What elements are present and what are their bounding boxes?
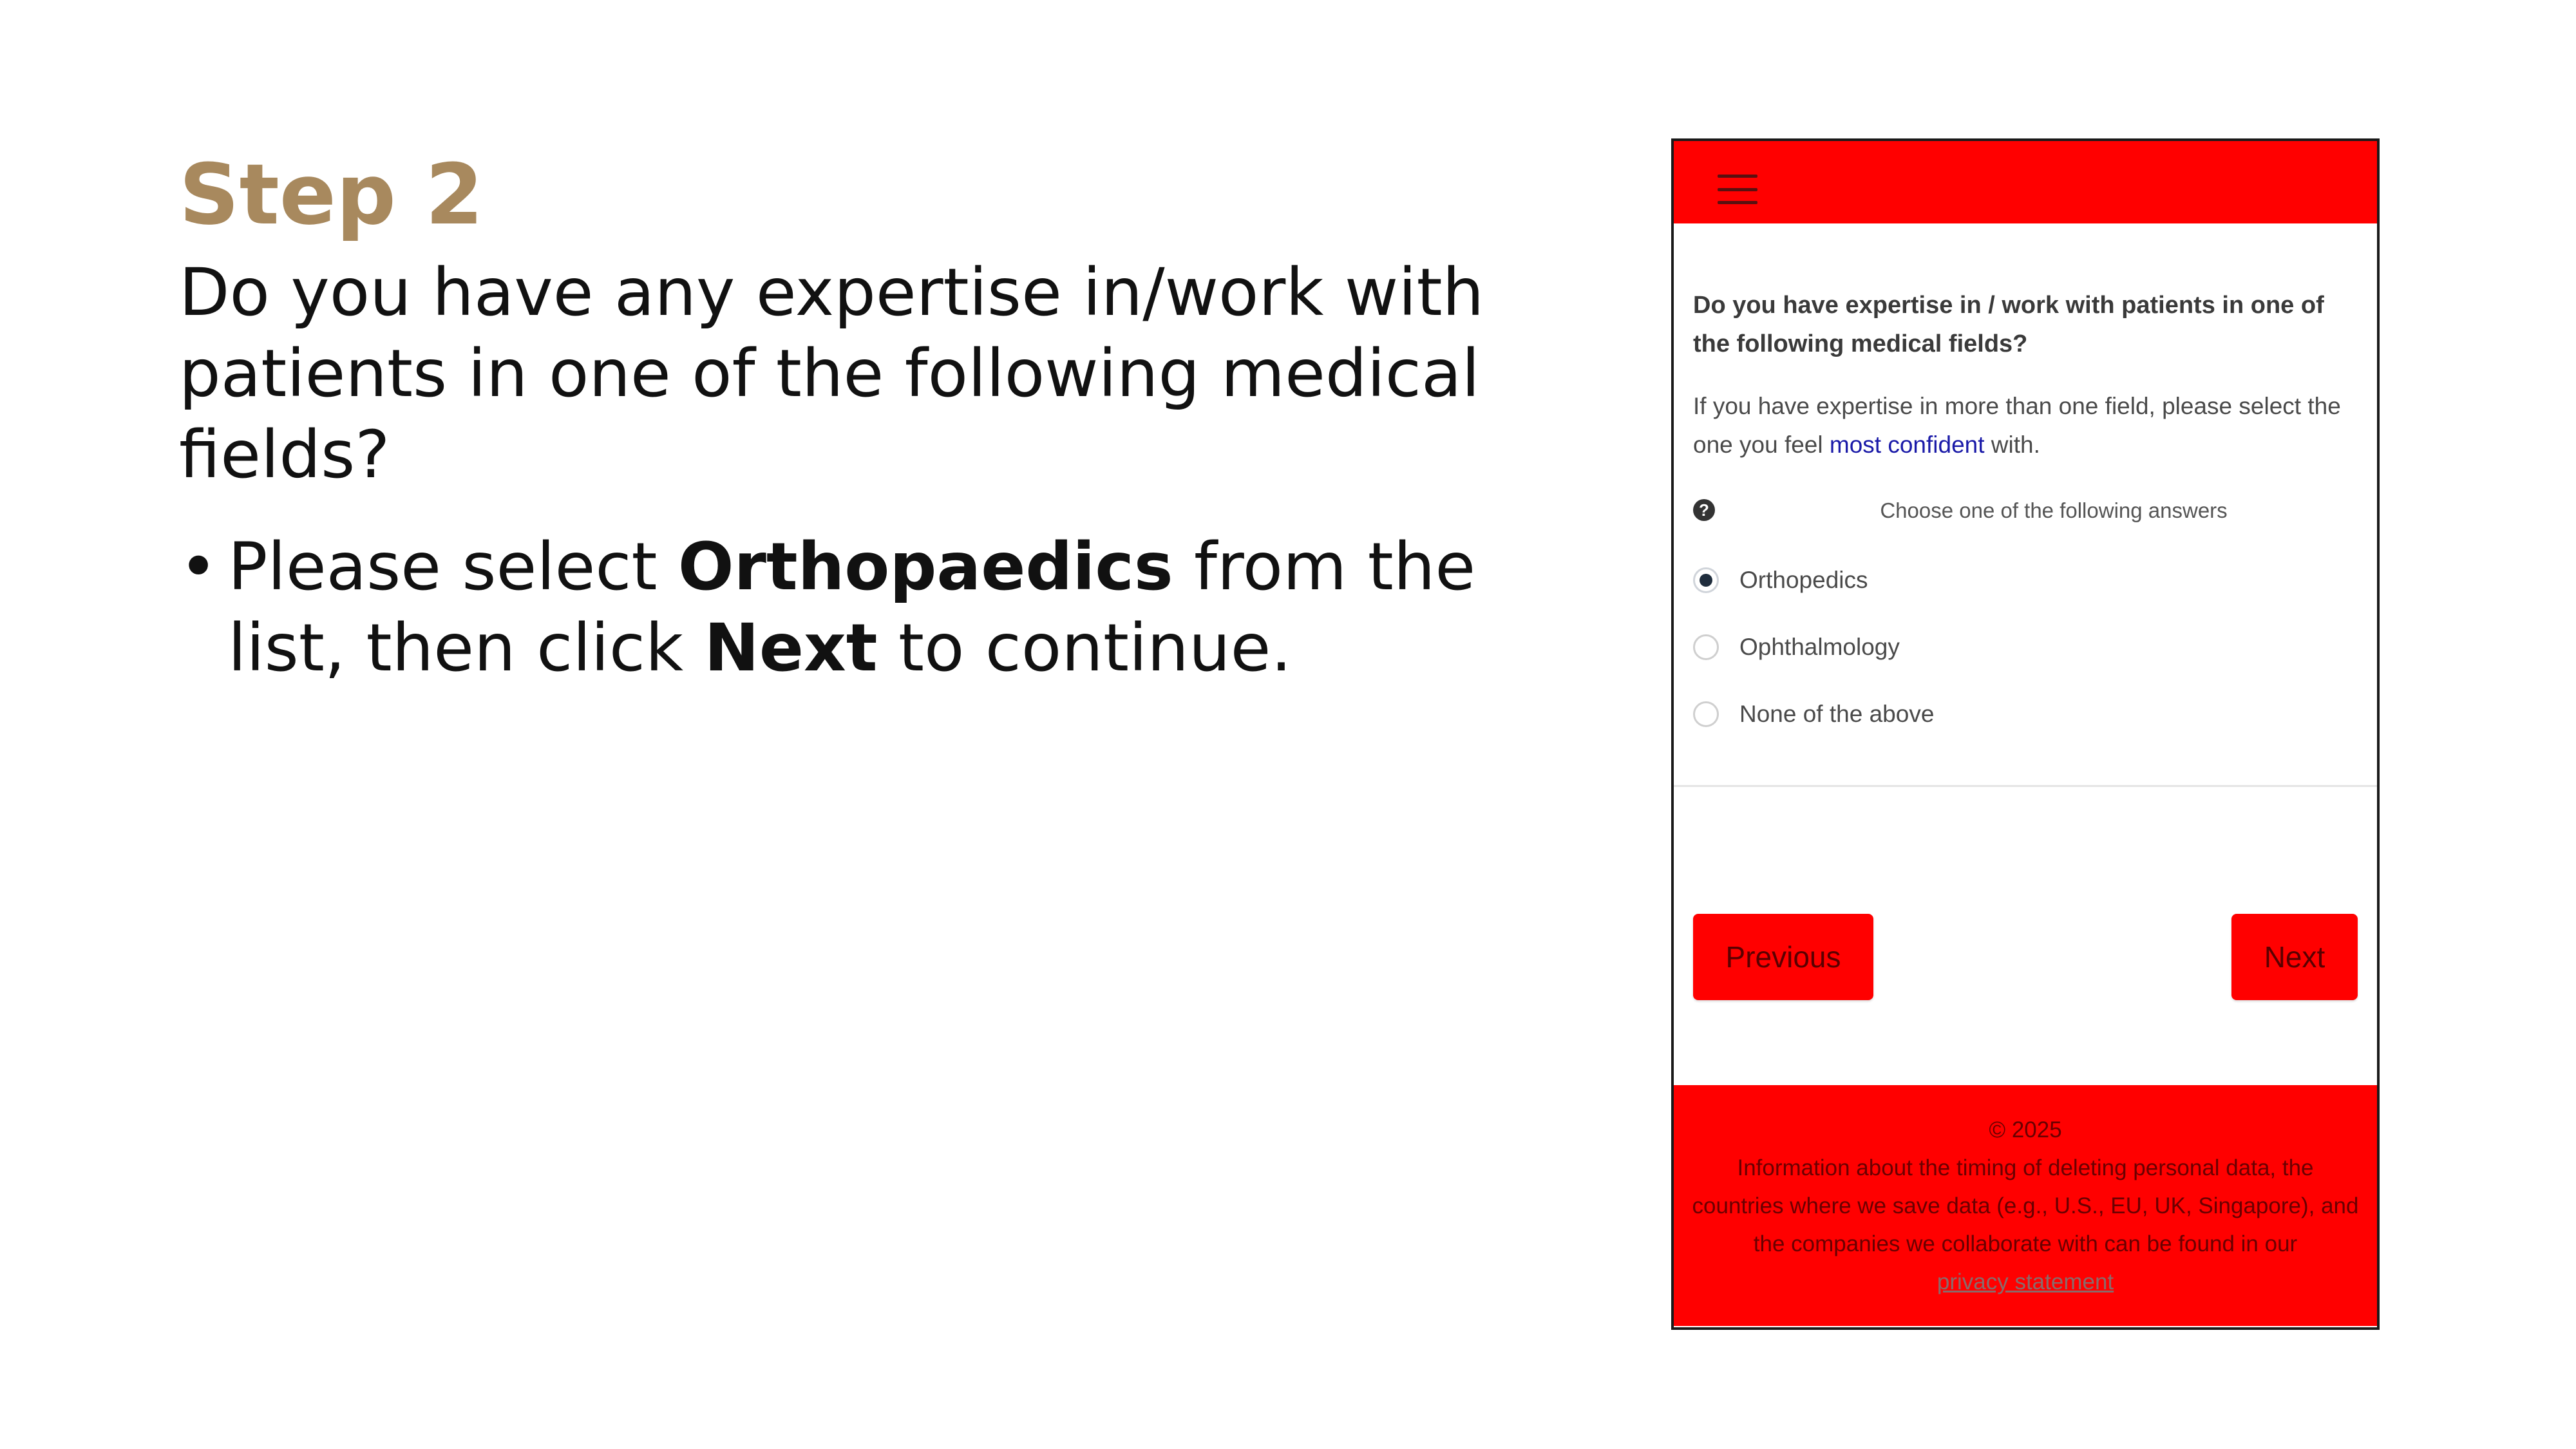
orthopaedics-emphasis: Orthopaedics [677, 529, 1173, 605]
option-label: None of the above [1739, 701, 1935, 727]
slide-question: Do you have any expertise in/work with patients in one of the following medical fields? [179, 254, 1484, 493]
footer-privacy-text: Information about the timing of deleting personal data, the countries where we save data (e.g., U.S., EU, UK, Singapore), and the companies we collaborate with can be found in our [1692, 1155, 2359, 1256]
option-label: Orthopedics [1739, 567, 1868, 593]
option-orthopedics[interactable] [1693, 561, 2208, 600]
hamburger-icon[interactable] [1718, 175, 1757, 204]
radio-selected-icon[interactable] [1693, 567, 1719, 593]
privacy-statement-link[interactable]: privacy statement [1937, 1269, 2114, 1294]
question-help-text: If you have expertise in more than one field, please select the one you feel most confident with. [1693, 393, 2341, 458]
divider [1674, 785, 2377, 787]
instruction-bullet [179, 527, 1564, 689]
instruction-text: Please select Orthopaedics from the list, then click Next to continue. [228, 529, 1476, 687]
next-button[interactable]: Next [2231, 914, 2358, 1000]
answers-hint: Choose one of the following answers [1880, 498, 2228, 522]
radio-icon[interactable] [1693, 701, 1719, 727]
app-footer [1674, 1085, 2377, 1326]
most-confident-emphasis: most confident [1829, 431, 1985, 458]
option-label: Ophthalmology [1739, 634, 1900, 660]
question-title: Do you have expertise in / work with patients in one of the following medical fields? [1693, 292, 2324, 357]
radio-icon[interactable] [1693, 634, 1719, 660]
previous-button[interactable]: Previous [1693, 914, 1873, 1000]
app-header [1674, 141, 2377, 223]
slide-title: Step 2 [179, 146, 484, 243]
next-emphasis: Next [704, 610, 878, 687]
option-none-of-the-above[interactable] [1693, 695, 2208, 734]
survey-phone-screen [1671, 138, 2380, 1330]
help-icon[interactable]: ? [1693, 499, 1715, 521]
footer-copyright: © 2025 [1989, 1117, 2062, 1142]
bullet-dot: • [179, 529, 218, 605]
option-ophthalmology[interactable] [1693, 628, 2208, 667]
